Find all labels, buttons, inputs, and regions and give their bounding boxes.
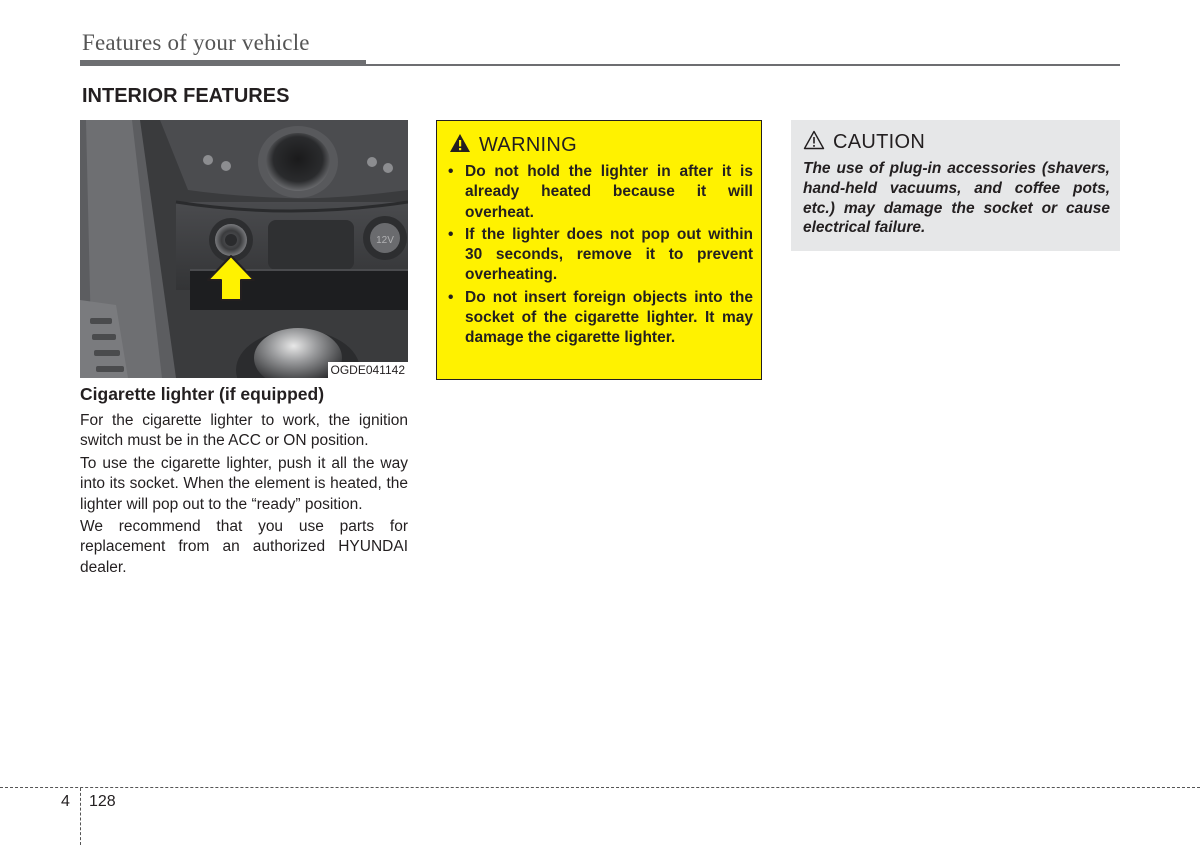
header-rule (366, 64, 1120, 66)
body-paragraph: We recommend that you use parts for replacement from an authorized HYUNDAI dealer. (80, 518, 408, 576)
body-paragraph: To use the cigarette lighter, push it all the way into its socket. When the element is heated, the lighter will pop out to the “ready” position. (80, 454, 408, 513)
warning-item: • If the lighter does not pop out within 30 seconds, remove it to prevent overheating. (447, 225, 753, 286)
caution-text: The use of plug-in accessories (shavers, hand-held vacuums, and coffee pots, etc.) may damage the socket or cause electrical failure. (803, 160, 1110, 237)
socket-label: 12V (376, 235, 394, 246)
warning-item: • Do not insert foreign objects into the socket of the cigarette lighter. It may damage the cigarette lighter. (447, 288, 753, 349)
console-illustration (80, 120, 408, 378)
header-title: Features of your vehicle (82, 30, 310, 55)
photo-caption: OGDE041142 (328, 362, 409, 378)
warning-list (447, 162, 753, 351)
caution-heading (803, 130, 925, 155)
body-text (80, 411, 408, 580)
caution-title: CAUTION (833, 131, 926, 153)
page-number: 128 (89, 793, 116, 810)
warning-heading (449, 133, 577, 158)
sub-heading: Cigarette lighter (if equipped) (80, 384, 325, 404)
lighter-photo (80, 120, 408, 378)
caution-triangle-icon (803, 130, 825, 155)
warning-box (436, 120, 762, 380)
header-rule-thick (80, 60, 366, 66)
warning-item: • Do not hold the lighter in after it is already heated because it will overheat. (447, 162, 753, 223)
section-title: INTERIOR FEATURES (82, 85, 290, 107)
warning-triangle-icon (449, 133, 471, 158)
body-paragraph: For the cigarette lighter to work, the ignition switch must be in the ACC or ON position. (80, 412, 408, 450)
chapter-number: 4 (61, 793, 70, 810)
caution-box (791, 120, 1120, 251)
footer-rule (0, 787, 1200, 788)
warning-title: WARNING (479, 134, 578, 156)
footer-divider (80, 788, 81, 845)
